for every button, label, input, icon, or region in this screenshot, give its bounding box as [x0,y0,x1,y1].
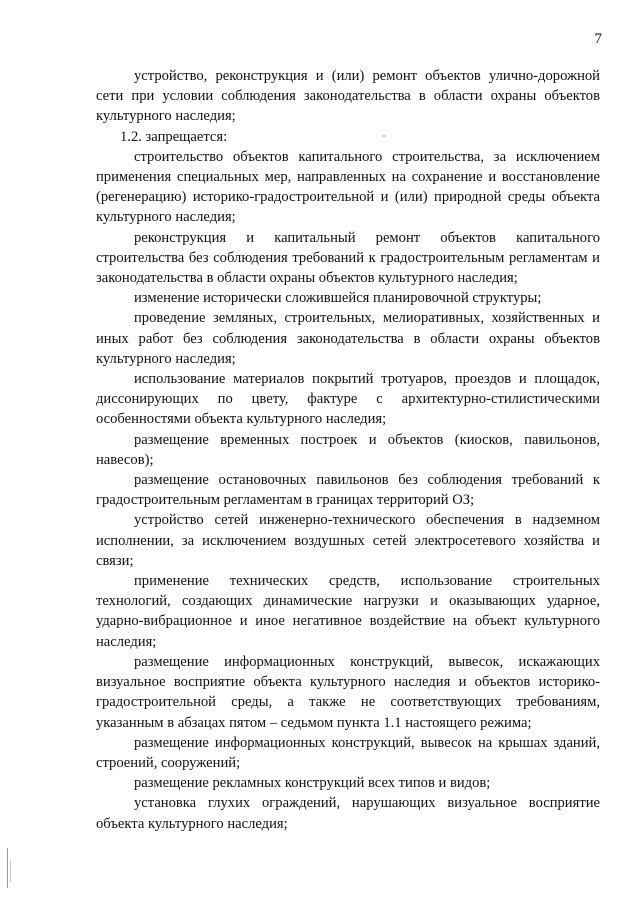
paragraph-earthworks: проведение земляных, строительных, мелиоративных, хозяйственных и иных работ без соблюдения законодательства в области охраны объектов культурного наследия; [96,310,600,367]
scan-edge-mark [10,860,11,882]
paragraph-roof-signs: размещение информационных конструкций, вывесок на крышах зданий, строений, сооружений; [96,734,600,771]
paragraph-information-structures: размещение информационных конструкций, вывесок, искажающих визуальное восприятие объекта культурного наследия и объектов историко-градостроительной среды, а также не соответствующих требованиям, указанным в абзацах пятом – седьмом пункта 1.1 настоящего режима; [96,653,600,731]
paragraph-technical-means: применение технических средств, использование строительных технологий, создающих динамические нагрузки и оказывающих ударное, ударно-вибрационное и иное негативное воздействие на объект культурного наследия; [96,573,600,650]
scan-edge-mark [7,848,8,888]
paragraph-temporary-buildings: размещение временных построек и объектов (киосков, павильонов, навесов); [96,431,600,468]
paragraph-street-road-network: устройство, реконструкция и (или) ремонт объектов улично-дорожной сети при условии соблюдения законодательства в области охраны объектов культурного наследия; [96,68,600,125]
paragraph-advertising: размещение рекламных конструкций всех типов и видов; [134,775,491,792]
paragraph-fences: установка глухих ограждений, нарушающих визуальное восприятие объекта культурного наследия; [96,795,600,832]
paragraph-bus-stop-pavilions: размещение остановочных павильонов без соблюдения требований к градостроительным регламентам в границах территорий ОЗ; [96,472,600,509]
paragraph-reconstruction: реконструкция и капитальный ремонт объектов капитального строительства без соблюдения требований к градостроительным регламентам и законодательства в области охраны объектов культурного наследия; [96,229,600,287]
paragraph-utility-networks: устройство сетей инженерно-технического обеспечения в надземном исполнении, за исключением воздушных сетей электросетевого хозяйства и связи; [96,512,600,569]
paragraph-planning-structure: изменение исторически сложившейся планировочной структуры; [134,290,542,307]
document-body [96,66,600,834]
paragraph-capital-construction: строительство объектов капитального строительства, за исключением применения специальных мер, направленных на сохранение и восстановление (регенерацию) историко-градостроительной и (или) природной среды объекта культурного наследия; [96,148,600,226]
paragraph-section-1-2-heading: 1.2. запрещается: [120,128,228,145]
page-number: 7 [594,31,602,47]
paragraph-paving-materials: использование материалов покрытий тротуаров, проездов и площадок, диссонирующих по цвету, фактуре с архитектурно-стилистическими особенностями объекта культурного наследия; [96,371,600,428]
